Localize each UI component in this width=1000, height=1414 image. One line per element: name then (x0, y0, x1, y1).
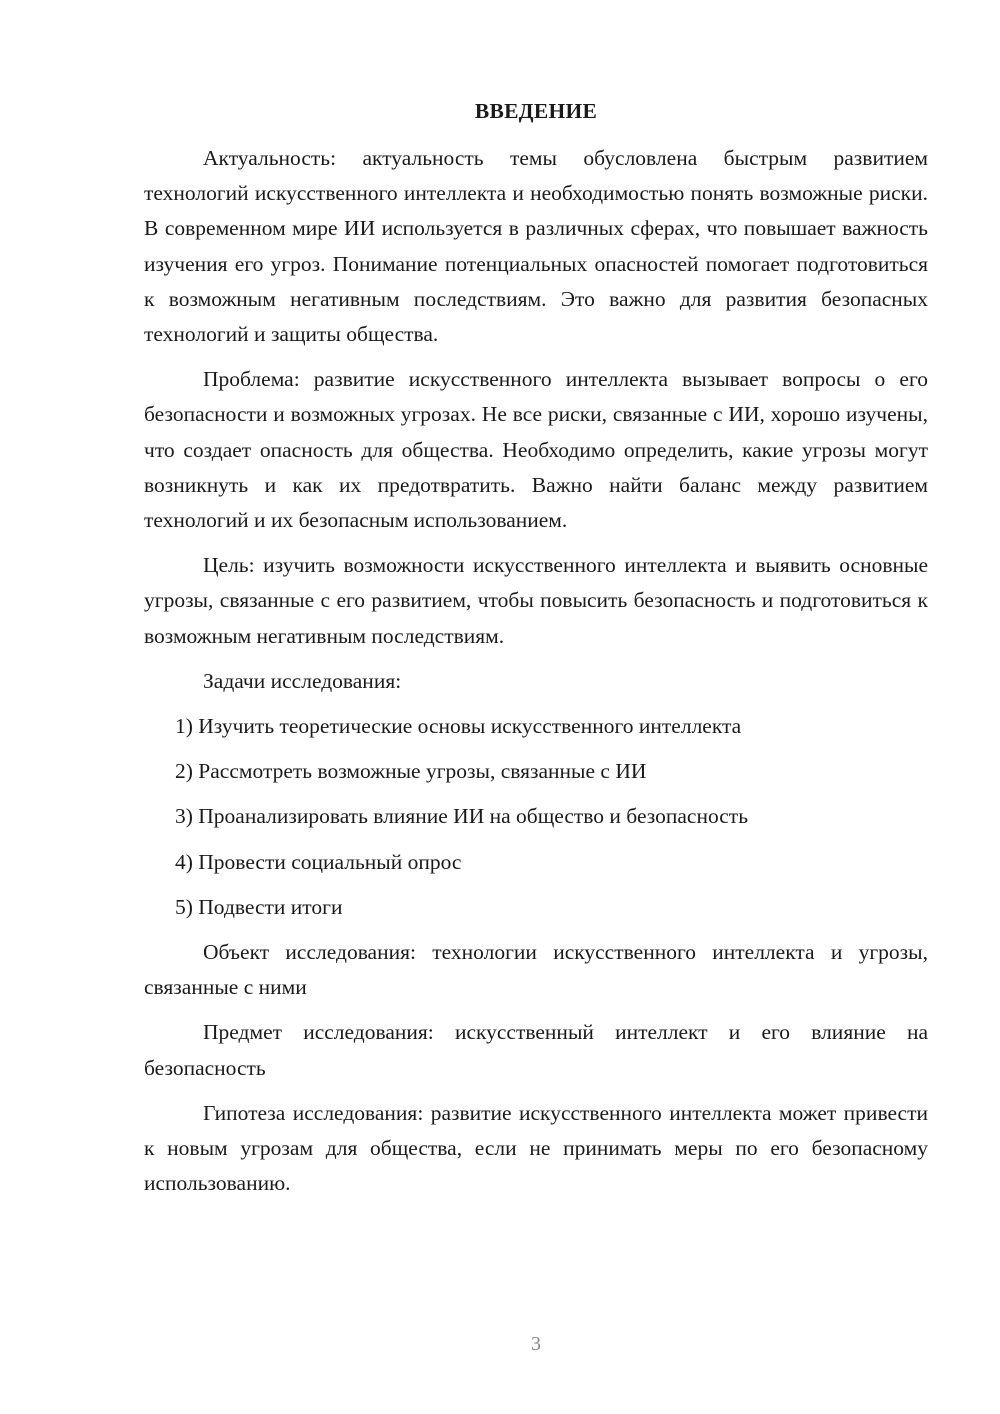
tasks-heading: Задачи исследования: (203, 668, 402, 693)
page-number: 3 (531, 1333, 541, 1355)
list-item: 3) Проанализировать влияние ИИ на общество и безопасность (175, 804, 749, 829)
list-item: 5) Подвести итоги (175, 894, 343, 919)
paragraph-hypothesis: Гипотеза исследования: развитие искусственного интеллекта может привести к новым угрозам для общества, если не принимать меры по его безопасному использованию. (144, 1100, 928, 1196)
paragraph-goal: Цель: изучить возможности искусственного интеллекта и выявить основные угрозы, связанные с его развитием, чтобы повысить безопасность и подготовиться к возможным негативным последствиям. (144, 553, 928, 648)
document-page (144, 95, 928, 1211)
list-item: 1) Изучить теоретические основы искусственного интеллекта (175, 714, 742, 739)
task-list (144, 709, 928, 925)
page-title: ВВЕДЕНИЕ (474, 99, 598, 123)
paragraph-problem: Проблема: развитие искусственного интеллекта вызывает вопросы о его безопасности и возможных угрозах. Не все риски, связанные с ИИ, хорошо изучены, что создает опасность для общества. Необходимо определить, какие угрозы могут возникнуть и как их предотвратить. Важно найти баланс между развитием технологий и их безопасным использованием. (144, 367, 928, 533)
list-item: 2) Рассмотреть возможные угрозы, связанные с ИИ (175, 759, 647, 784)
paragraph-object: Объект исследования: технологии искусственного интеллекта и угрозы, связанные с ними (144, 940, 928, 1000)
list-item: 4) Провести социальный опрос (175, 849, 462, 874)
paragraph-relevance: Актуальность: актуальность темы обусловлена быстрым развитием технологий искусственного интеллекта и необходимостью понять возможные риски. В современном мире ИИ используется в различных сферах, что повышает важность изучения его угроз. Понимание потенциальных опасностей помогает подготовиться к возможным негативным последствиям. Это важно для развития безопасных технологий и защиты общества. (144, 146, 928, 347)
paragraph-subject: Предмет исследования: искусственный интеллект и его влияние на безопасность (144, 1020, 928, 1080)
